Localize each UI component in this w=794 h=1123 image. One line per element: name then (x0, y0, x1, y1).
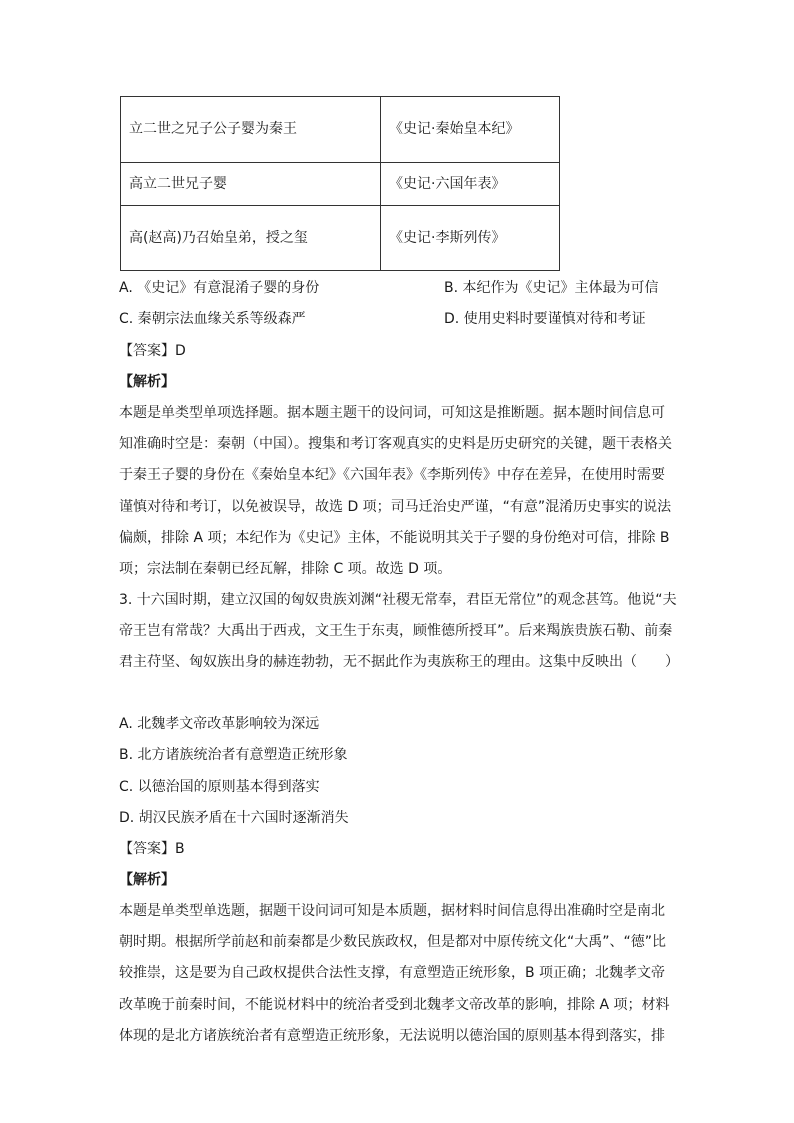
analysis-line: 改革晚于前秦时间，不能说材料中的统治者受到北魏孝文帝改革的影响，排除 A 项；材料 (119, 996, 670, 1013)
analysis-line: 较推崇，这是要为自己政权提供合法性支撑，有意塑造正统形象，B 项正确；北魏孝文帝 (119, 965, 666, 982)
analysis-line: 本题是单类型单项选择题。据本题主题干的设问词，可知这是推断题。据本题时间信息可 (119, 405, 665, 421)
analysis-line: 于秦王子婴的身份在《秦始皇本纪》《六国年表》《李斯列传》中存在差异，在使用时需要 (119, 467, 665, 484)
stem-line: 君主苻坚、匈奴族出身的赫连勃勃，无不据此作为夷族称王的理由。这集中反映出（ ） (119, 654, 679, 671)
table-row (121, 97, 560, 163)
table-cell-source: 《史记·秦始皇本纪》 (381, 97, 560, 163)
q2-answer: 【答案】D (119, 343, 186, 359)
table-cell-source: 《史记·六国年表》 (381, 163, 560, 206)
analysis-line: 朝时期。根据所学前赵和前秦都是少数民族政权，但是都对中原传统文化“大禹”、“德”比 (119, 934, 667, 951)
table-cell-source: 《史记·李斯列传》 (381, 206, 560, 271)
q3-option-d: D. 胡汉民族矛盾在十六国时逐渐消失 (119, 810, 349, 826)
table-row (121, 206, 560, 271)
analysis-line: 体现的是北方诸族统治者有意塑造正统形象，无法说明以德治国的原则基本得到落实，排 (119, 1027, 665, 1044)
table-cell-event: 高立二世兄子婴 (121, 163, 381, 206)
table-cell-event: 高(赵高)乃召始皇弟，授之玺 (121, 206, 381, 271)
q3-stem (119, 585, 679, 679)
q3-option-b: B. 北方诸族统治者有意塑造正统形象 (119, 747, 348, 763)
q2-option-d: D. 使用史料时要谨慎对待和考证 (444, 311, 646, 327)
table-cell-event: 立二世之兄子公子婴为秦王 (121, 97, 381, 163)
stem-line: 3. 十六国时期，建立汉国的匈奴贵族刘渊“社稷无常奉，君臣无常位”的观念甚笃。他说“夫 (119, 592, 677, 608)
analysis-line: 谨慎对待和考订，以免被误导，故选 D 项；司马迁治史严谨，“有意”混淆历史事实的说法 (119, 498, 672, 515)
table-row (121, 163, 560, 206)
q2-option-a: A. 《史记》有意混淆子婴的身份 (119, 280, 320, 296)
q2-analysis (119, 398, 672, 585)
q3-answer: 【答案】B (119, 841, 185, 857)
analysis-line: 知准确时空是：秦朝（中国）。搜集和考订客观真实的史料是历史研究的关键，题干表格关 (119, 436, 672, 453)
q3-analysis-label: 【解析】 (119, 872, 175, 888)
q2-option-b: B. 本纪作为《史记》主体最为可信 (444, 280, 659, 296)
q3-option-c: C. 以德治国的原则基本得到落实 (119, 779, 320, 795)
stem-line: 帝王岂有常哉？大禹出于西戎，文王生于东夷，顾惟德所授耳”。后来羯族贵族石勒、前秦 (119, 623, 673, 640)
analysis-line: 本题是单类型单选题，据题干设问词可知是本质题，据材料时间信息得出准确时空是南北 (119, 903, 665, 919)
q2-option-c: C. 秦朝宗法血缘关系等级森严 (119, 311, 306, 327)
q3-analysis (119, 896, 670, 1052)
analysis-line: 项；宗法制在秦朝已经瓦解，排除 C 项。故选 D 项。 (119, 561, 452, 578)
q2-analysis-label: 【解析】 (119, 374, 175, 390)
analysis-line: 偏颇，排除 A 项；本纪作为《史记》主体，不能说明其关于子婴的身份绝对可信，排除 B (119, 529, 670, 546)
q3-option-a: A. 北魏孝文帝改革影响较为深远 (119, 716, 320, 732)
source-table (120, 96, 560, 271)
